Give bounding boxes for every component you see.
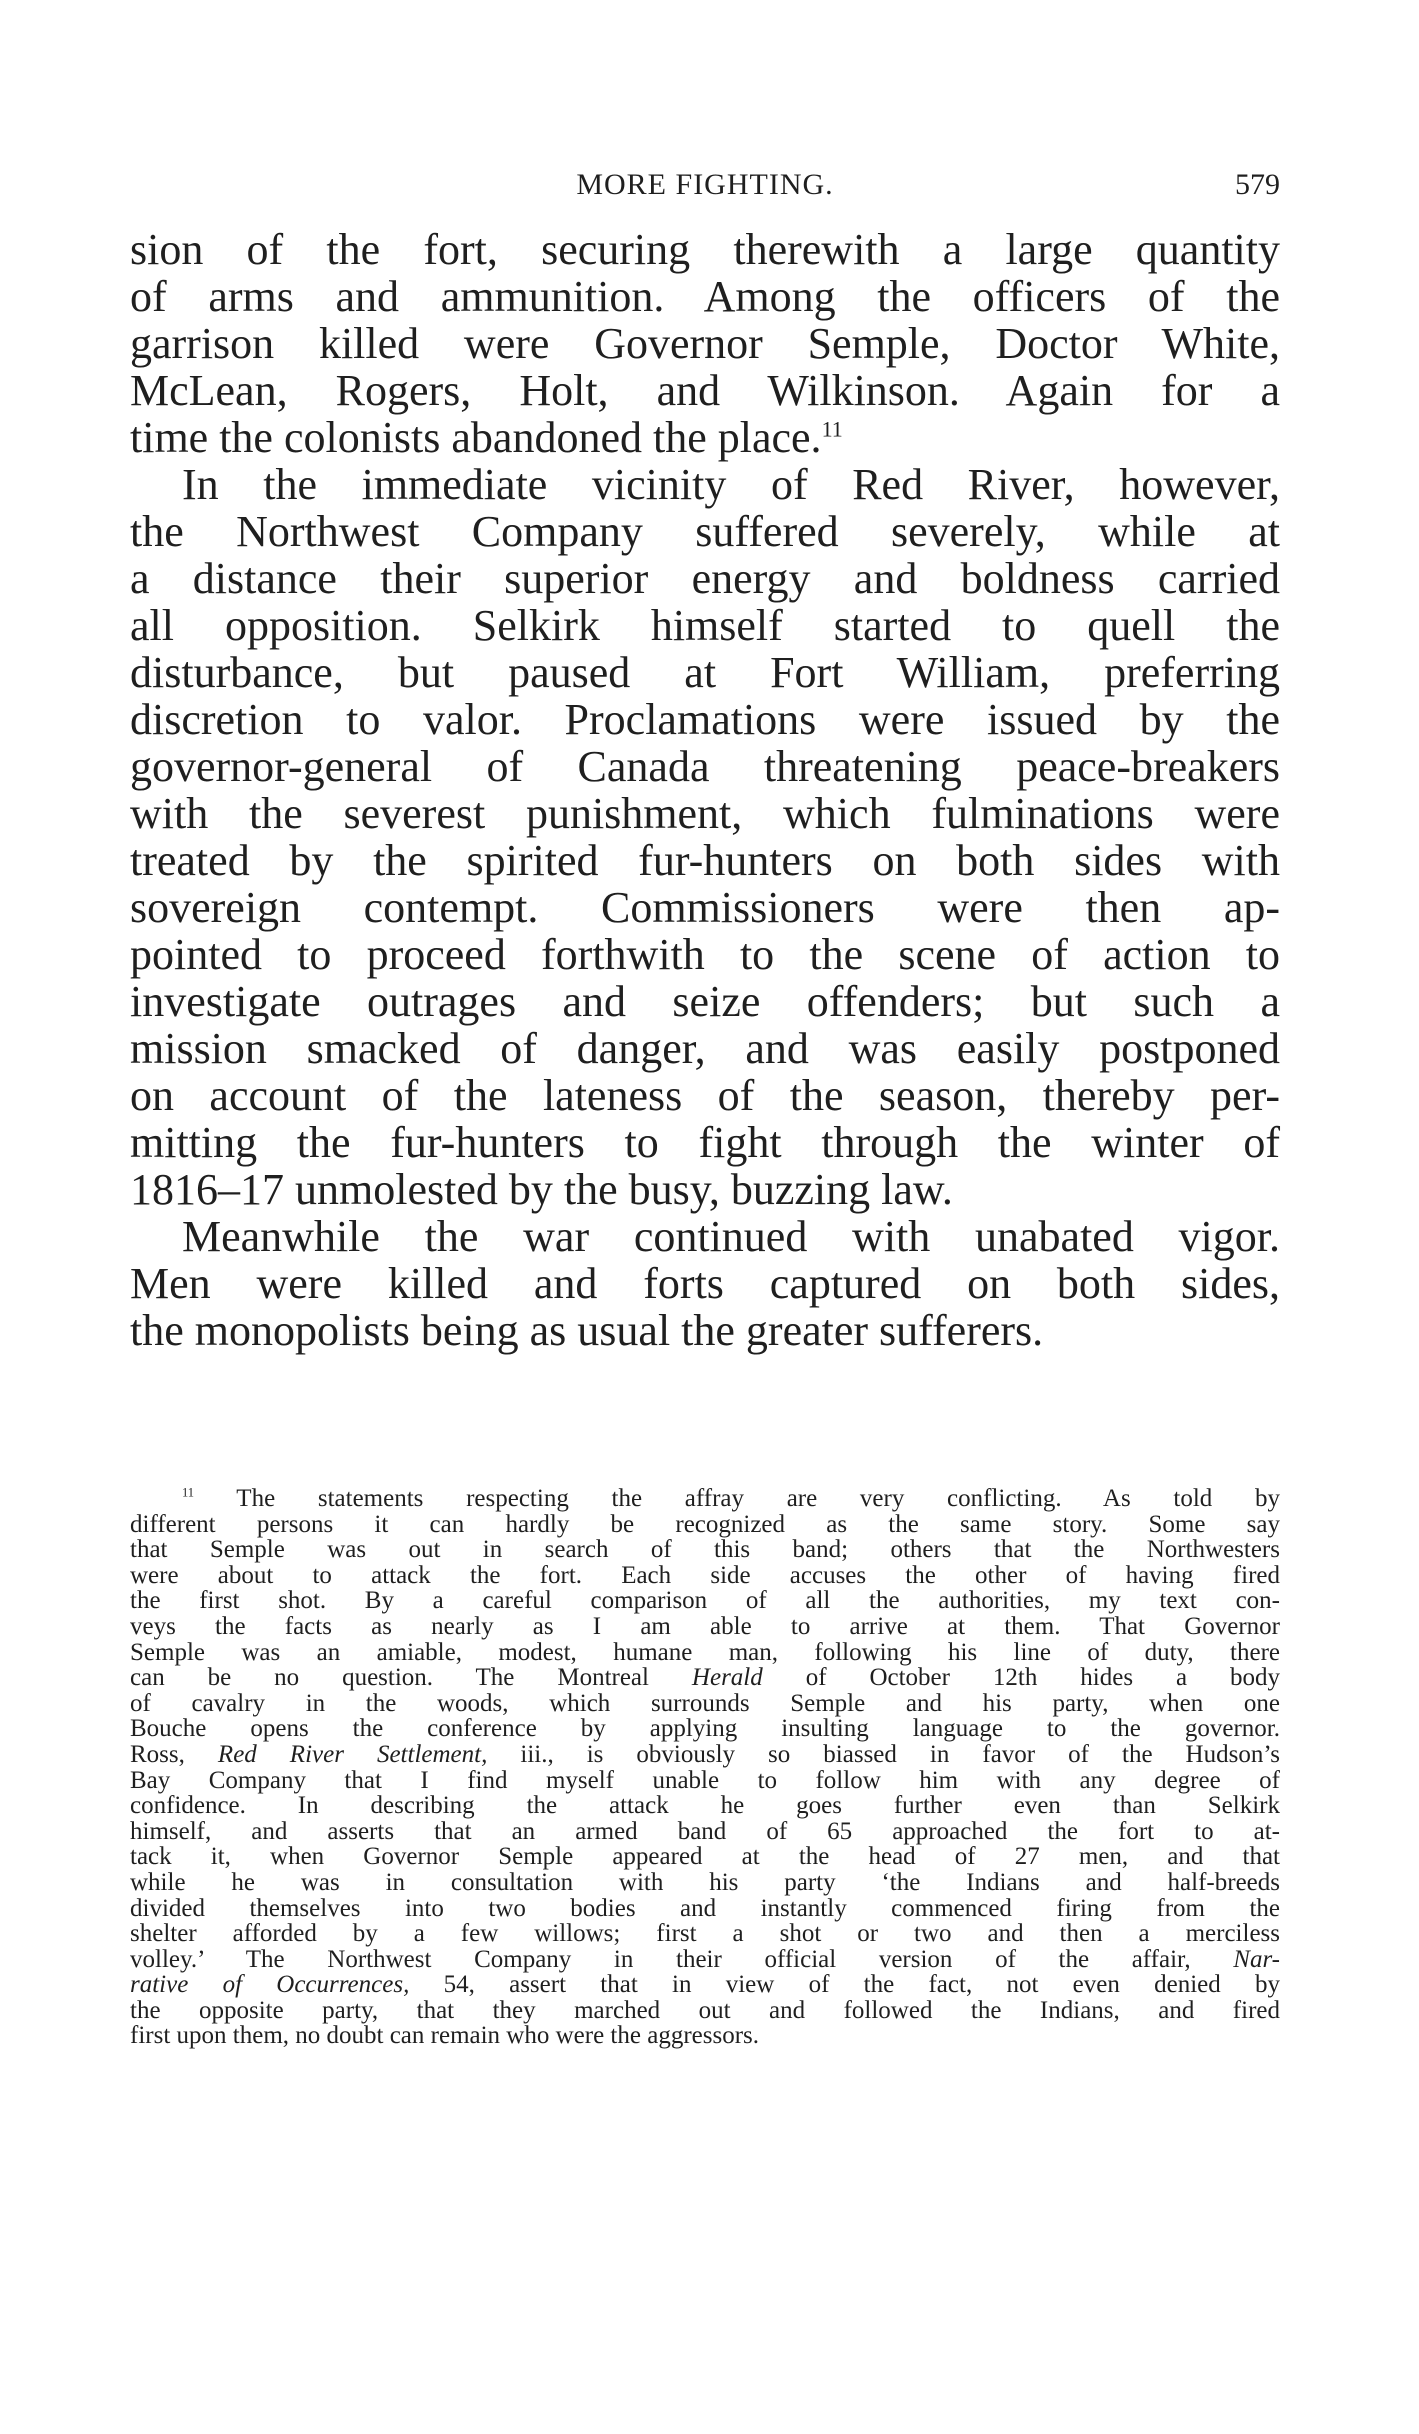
footnote-line: were about to attack the fort. Each side accuses the other of having fired bbox=[130, 1561, 1280, 1589]
footnote-line: Bay Company that I find myself unable to follow him with any degree of bbox=[130, 1766, 1280, 1794]
body-text bbox=[130, 226, 1280, 1354]
periodical-title: Herald bbox=[691, 1664, 763, 1692]
text-line: investigate outrages and seize offenders; but such a bbox=[130, 977, 1280, 1026]
footnote-line: divided themselves into two bodies and instantly commenced firing from the bbox=[130, 1894, 1280, 1922]
text-line: 1816–17 unmolested by the busy, buzzing law. bbox=[130, 1165, 953, 1214]
book-title: rative of Occurrences, bbox=[130, 1971, 410, 1999]
text-line: mitting the fur-hunters to fight through the winter of bbox=[130, 1118, 1280, 1167]
footnote-text: of October 12th hides a body bbox=[805, 1664, 1281, 1692]
text-line: Men were killed and forts captured on both sides, bbox=[130, 1259, 1280, 1308]
text-line: treated by the spirited fur-hunters on both sides with bbox=[130, 836, 1280, 885]
footnote-text: Ross, bbox=[130, 1740, 185, 1768]
page-number: 579 bbox=[1235, 168, 1280, 201]
text-line: discretion to valor. Proclamations were issued by the bbox=[130, 695, 1280, 744]
text-line: garrison killed were Governor Semple, Doctor White, bbox=[130, 319, 1280, 368]
footnote-line: Semple was an amiable, modest, humane man, following his line of duty, there bbox=[130, 1638, 1280, 1666]
footnote-line: veys the facts as nearly as I am able to arrive at them. That Governor bbox=[130, 1612, 1280, 1640]
footnote-line: different persons it can hardly be recognized as the same story. Some say bbox=[130, 1510, 1280, 1538]
footnote-line: the first shot. By a careful comparison of all the authorities, my text con- bbox=[130, 1587, 1280, 1615]
paragraph-start-line: In the immediate vicinity of Red River, however, bbox=[182, 460, 1280, 509]
footnote-line: the opposite party, that they marched out and followed the Indians, and fired bbox=[130, 1996, 1280, 2024]
footnote-line bbox=[130, 1972, 1280, 1998]
page-header bbox=[130, 162, 1280, 210]
text-line bbox=[130, 414, 1280, 461]
footnote-line bbox=[130, 1742, 1280, 1768]
footnote-text: 54, assert that in view of the fact, not even denied by bbox=[443, 1971, 1281, 1999]
footnote-line: confidence. In describing the attack he goes further even than Selkirk bbox=[130, 1792, 1280, 1820]
text-line: a distance their superior energy and boldness carried bbox=[130, 554, 1280, 603]
book-title: Red River Settlement, bbox=[217, 1740, 488, 1768]
text-line: with the severest punishment, which fulminations were bbox=[130, 789, 1280, 838]
footnote-line bbox=[130, 1486, 1280, 1512]
text-line: disturbance, but paused at Fort William, preferring bbox=[130, 648, 1280, 697]
text-line: governor-general of Canada threatening peace-breakers bbox=[130, 742, 1280, 791]
footnote-line: first upon them, no doubt can remain who were the aggressors. bbox=[130, 2022, 760, 2050]
footnote-line-content: The statements respecting the affray are very conflicting. As told by bbox=[236, 1485, 1280, 1512]
running-head: MORE FIGHTING. bbox=[576, 168, 834, 201]
footnote-line: shelter afforded by a few willows; first a shot or two and then a merciless bbox=[130, 1920, 1280, 1948]
paragraph-start-line: Meanwhile the war continued with unabated vigor. bbox=[182, 1212, 1280, 1261]
text-line: mission smacked of danger, and was easily postponed bbox=[130, 1024, 1280, 1073]
footnote-line: himself, and asserts that an armed band of 65 approached the fort to at- bbox=[130, 1817, 1280, 1845]
footnote-text: can be no question. The Montreal bbox=[130, 1664, 649, 1692]
book-title: Nar- bbox=[1233, 1945, 1280, 1973]
footnote-marker: 11 bbox=[182, 1485, 195, 1500]
footnote-text: volley.’ The Northwest Company in their official version of the affair, bbox=[130, 1945, 1191, 1973]
footnote-line: that Semple was out in search of this band; others that the Northwesters bbox=[130, 1536, 1280, 1564]
text-line: of arms and ammunition. Among the officers of the bbox=[130, 272, 1280, 321]
footnote-line bbox=[130, 1947, 1280, 1973]
footnote bbox=[130, 1486, 1280, 2049]
footnote-line: Bouche opens the conference by applying insulting language to the governor. bbox=[130, 1715, 1280, 1743]
text-line-content: time the colonists abandoned the place. bbox=[130, 413, 822, 462]
footnote-line: of cavalry in the woods, which surrounds Semple and his party, when one bbox=[130, 1689, 1280, 1717]
footnote-line: while he was in consultation with his party ‘the Indians and half-breeds bbox=[130, 1868, 1280, 1896]
text-line: sovereign contempt. Commissioners were then ap- bbox=[130, 883, 1280, 932]
text-line: the monopolists being as usual the greater sufferers. bbox=[130, 1306, 1044, 1355]
footnote-line: tack it, when Governor Semple appeared at the head of 27 men, and that bbox=[130, 1843, 1280, 1871]
text-line: McLean, Rogers, Holt, and Wilkinson. Again for a bbox=[130, 366, 1280, 415]
text-line: all opposition. Selkirk himself started to quell the bbox=[130, 601, 1280, 650]
text-line: pointed to proceed forthwith to the scene of action to bbox=[130, 930, 1280, 979]
text-line: the Northwest Company suffered severely, while at bbox=[130, 507, 1280, 556]
footnote-text: iii., is obviously so biassed in favor of the Hudson’s bbox=[520, 1740, 1281, 1768]
text-line: on account of the lateness of the season, thereby per- bbox=[130, 1071, 1280, 1120]
footnote-line bbox=[130, 1665, 1280, 1691]
footnote-reference: 11 bbox=[821, 416, 843, 442]
text-line: sion of the fort, securing therewith a large quantity bbox=[130, 225, 1280, 274]
